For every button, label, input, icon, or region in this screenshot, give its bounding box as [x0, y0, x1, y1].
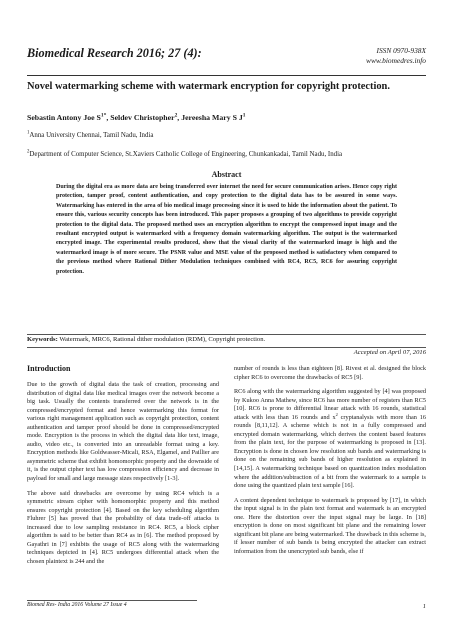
affiliation-1 [27, 131, 426, 140]
keywords-label: Keywords: [27, 336, 58, 343]
intro-paragraph-4-part-b: cryptanalysis with more than 16 rounds [8,11,12]. A scheme which is not in a fully compressed and encrypted domain watermarking, which derives the content based features from the plain text, for the purpose of watermarking is proposed in [13]. Encryption is done in chosen low resolution sub bands and watermarking is done on the remaining sub bands of higher resolution as explained in [14,15]. A watermarking technique based on quantization index modulation where the addition/subtraction of a bit from the watermark to a sample is done using the quantized plain text sample [16]. [234, 413, 426, 490]
affiliation-1-sup: 1 [27, 130, 30, 136]
author-2-sup: 2 [174, 112, 178, 119]
keywords-text: Watermark, MRC6, Rational dither modulation (RDM), Copyright protection. [59, 336, 266, 343]
left-column [27, 364, 219, 572]
author-3-sup: 1 [242, 112, 246, 119]
issn: ISSN 0970-938X [376, 46, 426, 55]
intro-paragraph-4-part-a: RC6 along with the watermarking algorithm suggested by [4] was proposed by Kukoo Anna Mathew, since RC6 has more number of registers than RC5 [10]. RC6 is prone to differential linear attack with 16 rounds, statistical attack with less than 16 rounds and x [234, 388, 426, 421]
keywords [27, 336, 426, 343]
journal-name: Biomedical Research 2016; 27 (4): [27, 46, 202, 60]
author-2: Seldev Christopher [110, 113, 175, 122]
header-divider [27, 75, 426, 76]
intro-paragraph-5: A content dependent technique to watermark is proposed by [17], in which the input signal is in the plain text format and watermark is an encrypted one. Here the distortion over the input signal may be large. In [18] encryption is done on most significant bit plane and the remaining lower significant bit plane are being watermarked. The drawback in this scheme is, if lesser number of sub bands is being encrypted the attacker can extract information from the unencrypted sub bands, else if [234, 496, 426, 555]
author-1-sup: 1* [100, 112, 107, 119]
journal-website: www.biomedres.info [366, 56, 426, 65]
affiliation-2-text: Department of Computer Science, St.Xaviers Catholic College of Engineering, Chunkankadai, Tamil Nadu, India [29, 151, 343, 158]
footer-divider [27, 600, 197, 601]
journal-meta [366, 46, 426, 66]
author-list: Sebastin Antony Joe $S^{1*}$, Seldev Christopher$^2$, Jereesha Mary S $J^1$ [27, 112, 246, 122]
footer-citation: Biomed Res- India 2016 Volume 27 Issue 4 [27, 602, 127, 608]
right-column [234, 365, 426, 562]
intro-paragraph-1: Due to the growth of digital data the task of creation, processing and distribution of digital data like medical images over the network become a big task. Usually the contents transferred over the network is in the compressed/encrypted format and hence watermarking this format for various right management application such as copyright protection, content authentication and tamper proof should be done in compressed/encrypted mode. Encryption is the process in which the digital data like text, image, audio, video etc., is converted into an unreadable format using a key. Encryption methods like Goldwasser-Micali, RSA, Elgamel, and Paillier are asymmetric scheme that exhibit homomorphic property and the downside of it, is the output cipher text has low compression efficiency and decrease in payload for small and large message sizes respectively [1-3]. [27, 381, 219, 483]
journal-header [27, 46, 426, 76]
abstract-divider [27, 334, 426, 335]
introduction-heading: Introduction [27, 364, 71, 373]
affiliation-1-text: Anna University Chennai, Tamil Nadu, India [29, 132, 154, 139]
chi-square-superscript: 2 [335, 411, 338, 417]
affiliation-2-sup: 2 [27, 149, 30, 155]
affiliation-2 [27, 150, 426, 159]
intro-paragraph-4 [234, 388, 426, 491]
abstract-body: During the digital era as more data are being transferred over internet the need for secure communication arises. Hence copy right protection, tamper proof, content authentication, and copy protection to the digital data has to be assured in some ways. Watermarking has entered in the area of bio medical image processing since it is used to hide the information about the patient. To ensure this, various security concepts has been introduced. This paper proposes a grouping of two algorithms to provide copyright protection to the digital data. The proposed method uses an encryption algorithm to encrypt the compressed input image and the resultant encrypted output is watermarked with a frequency domain watermarking algorithm. The output is the watermarked encrypted image. The experimental results produced, show that the visual clarity of the watermarked image is high and the watermarked image is of more secure. The PSNR value and MSE value of the proposed method is satisfactory when compared to the previous method where Rational Dither Modulation techniques combined with RC4, RC5, RC6 for assuring copyright protection. [56, 184, 397, 275]
intro-paragraph-2: The above said drawbacks are overcome by using RC4 which is a symmetric stream cipher with homomorphic property and this method ensures copyright protection [4]. Based on the key scheduling algorithm Fluhrer [5] has proved that the probability of data trade-off attacks is increased due to low sampling resistance in RC4. RC5, a block cipher algorithm is said to be better than RC4 as in [6]. The method proposed by Gayathri in [7] exhibits the usage of RC5 along with the watermarking techniques depicted in [4]. RC5 undergoes differential attack when the chosen plaintext is 244 and the [27, 489, 219, 565]
accepted-date: Accepted on April 07, 2016 [353, 349, 426, 356]
author-3: Jereesha Mary S J [181, 113, 243, 122]
author-1: Sebastin Antony Joe S [27, 113, 101, 122]
article-title: Novel watermarking scheme with watermark encryption for copyright protection. [27, 81, 390, 92]
intro-paragraph-3: number of rounds is less than eighteen [8]. Rivest et al. designed the block cipher RC6 to overcome the drawbacks of RC5 [9]. [234, 365, 426, 381]
abstract-heading: Abstract [211, 170, 242, 179]
keywords-divider [27, 347, 426, 348]
page-number: 1 [422, 603, 426, 610]
